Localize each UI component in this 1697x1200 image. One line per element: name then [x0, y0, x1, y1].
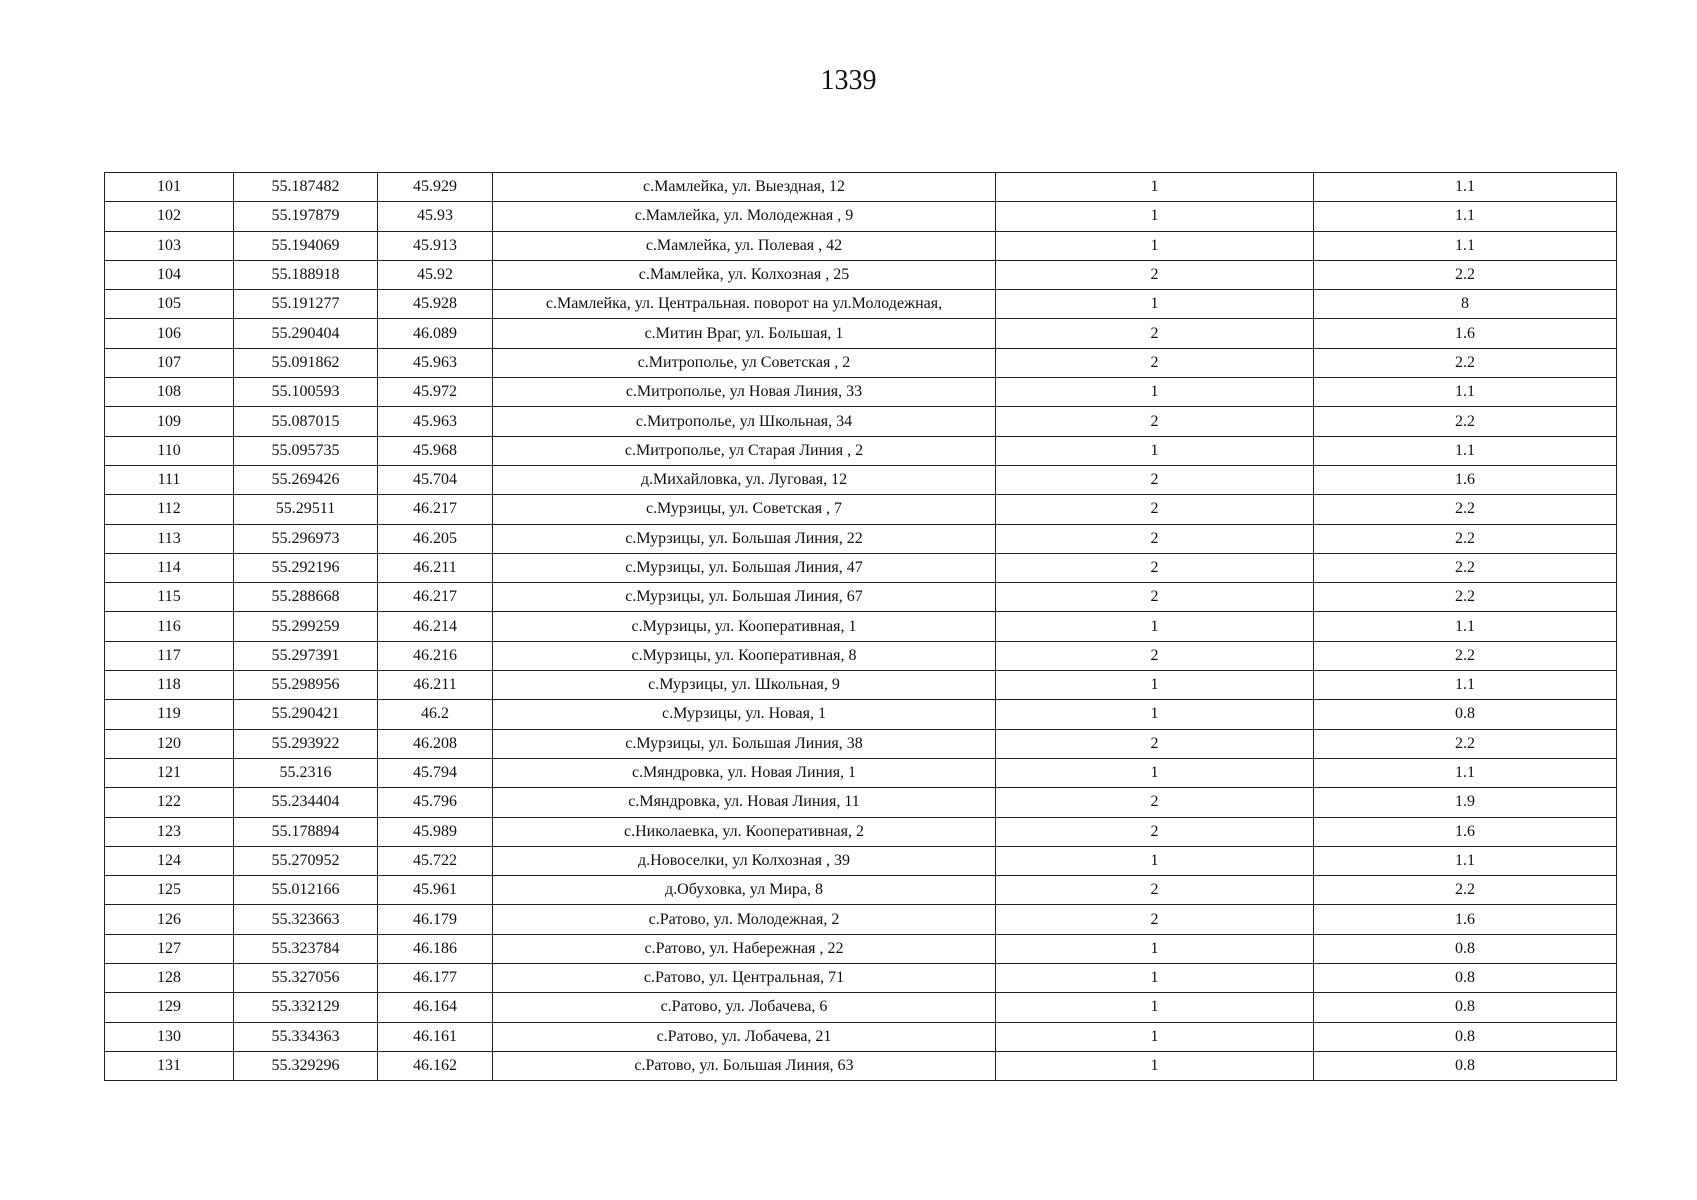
row-number-cell: 111 — [105, 465, 234, 494]
table-row — [105, 290, 1617, 319]
address-cell: с.Мамлейка, ул. Центральная. поворот на ул.Молодежная, — [493, 290, 996, 319]
longitude-cell: 46.179 — [378, 905, 493, 934]
value-cell: 1.6 — [1314, 465, 1617, 494]
longitude-cell: 45.92 — [378, 260, 493, 289]
row-number-cell: 116 — [105, 612, 234, 641]
row-number-cell: 119 — [105, 700, 234, 729]
address-cell: с.Ратово, ул. Молодежная, 2 — [493, 905, 996, 934]
count-cell: 1 — [996, 378, 1314, 407]
table-row — [105, 553, 1617, 582]
value-cell: 0.8 — [1314, 993, 1617, 1022]
address-cell: д.Новоселки, ул Колхозная , 39 — [493, 846, 996, 875]
row-number-cell: 130 — [105, 1022, 234, 1051]
count-cell: 2 — [996, 729, 1314, 758]
value-cell: 2.2 — [1314, 495, 1617, 524]
count-cell: 1 — [996, 1051, 1314, 1080]
latitude-cell: 55.323784 — [234, 934, 378, 963]
count-cell: 1 — [996, 436, 1314, 465]
count-cell: 2 — [996, 905, 1314, 934]
latitude-cell: 55.178894 — [234, 817, 378, 846]
row-number-cell: 112 — [105, 495, 234, 524]
longitude-cell: 46.217 — [378, 495, 493, 524]
address-cell: с.Мурзицы, ул. Кооперативная, 8 — [493, 641, 996, 670]
longitude-cell: 45.913 — [378, 231, 493, 260]
latitude-cell: 55.29511 — [234, 495, 378, 524]
longitude-cell: 45.794 — [378, 758, 493, 787]
value-cell: 2.2 — [1314, 876, 1617, 905]
longitude-cell: 45.93 — [378, 202, 493, 231]
count-cell: 2 — [996, 260, 1314, 289]
longitude-cell: 45.963 — [378, 407, 493, 436]
longitude-cell: 46.186 — [378, 934, 493, 963]
value-cell: 0.8 — [1314, 934, 1617, 963]
value-cell: 2.2 — [1314, 553, 1617, 582]
count-cell: 1 — [996, 964, 1314, 993]
longitude-cell: 46.205 — [378, 524, 493, 553]
table-row — [105, 1051, 1617, 1080]
row-number-cell: 113 — [105, 524, 234, 553]
row-number-cell: 131 — [105, 1051, 234, 1080]
latitude-cell: 55.332129 — [234, 993, 378, 1022]
value-cell: 0.8 — [1314, 964, 1617, 993]
count-cell: 2 — [996, 524, 1314, 553]
longitude-cell: 45.972 — [378, 378, 493, 407]
page-number: 1339 — [820, 65, 877, 96]
value-cell: 1.6 — [1314, 319, 1617, 348]
row-number-cell: 115 — [105, 583, 234, 612]
value-cell: 2.2 — [1314, 524, 1617, 553]
count-cell: 2 — [996, 319, 1314, 348]
latitude-cell: 55.269426 — [234, 465, 378, 494]
row-number-cell: 101 — [105, 173, 234, 202]
latitude-cell: 55.087015 — [234, 407, 378, 436]
longitude-cell: 46.2 — [378, 700, 493, 729]
table-row — [105, 407, 1617, 436]
table-row — [105, 202, 1617, 231]
row-number-cell: 108 — [105, 378, 234, 407]
latitude-cell: 55.270952 — [234, 846, 378, 875]
row-number-cell: 127 — [105, 934, 234, 963]
address-cell: с.Мамлейка, ул. Полевая , 42 — [493, 231, 996, 260]
longitude-cell: 45.928 — [378, 290, 493, 319]
count-cell: 2 — [996, 788, 1314, 817]
latitude-cell: 55.012166 — [234, 876, 378, 905]
count-cell: 2 — [996, 553, 1314, 582]
row-number-cell: 105 — [105, 290, 234, 319]
longitude-cell: 45.963 — [378, 348, 493, 377]
longitude-cell: 45.796 — [378, 788, 493, 817]
value-cell: 1.1 — [1314, 612, 1617, 641]
count-cell: 2 — [996, 495, 1314, 524]
address-cell: с.Николаевка, ул. Кооперативная, 2 — [493, 817, 996, 846]
count-cell: 1 — [996, 846, 1314, 875]
longitude-cell: 45.989 — [378, 817, 493, 846]
address-cell: с.Ратово, ул. Набережная , 22 — [493, 934, 996, 963]
row-number-cell: 107 — [105, 348, 234, 377]
row-number-cell: 104 — [105, 260, 234, 289]
longitude-cell: 46.162 — [378, 1051, 493, 1080]
count-cell: 2 — [996, 465, 1314, 494]
count-cell: 2 — [996, 641, 1314, 670]
table-row — [105, 758, 1617, 787]
count-cell: 2 — [996, 407, 1314, 436]
latitude-cell: 55.297391 — [234, 641, 378, 670]
table-row — [105, 671, 1617, 700]
table-row — [105, 465, 1617, 494]
row-number-cell: 106 — [105, 319, 234, 348]
address-cell: с.Ратово, ул. Лобачева, 6 — [493, 993, 996, 1022]
row-number-cell: 120 — [105, 729, 234, 758]
latitude-cell: 55.091862 — [234, 348, 378, 377]
value-cell: 2.2 — [1314, 583, 1617, 612]
longitude-cell: 46.214 — [378, 612, 493, 641]
longitude-cell: 46.177 — [378, 964, 493, 993]
row-number-cell: 117 — [105, 641, 234, 670]
longitude-cell: 45.961 — [378, 876, 493, 905]
latitude-cell: 55.288668 — [234, 583, 378, 612]
address-cell: с.Мяндровка, ул. Новая Линия, 11 — [493, 788, 996, 817]
address-cell: с.Мамлейка, ул. Молодежная , 9 — [493, 202, 996, 231]
value-cell: 1.1 — [1314, 173, 1617, 202]
table-row — [105, 993, 1617, 1022]
latitude-cell: 55.329296 — [234, 1051, 378, 1080]
latitude-cell: 55.194069 — [234, 231, 378, 260]
table-row — [105, 378, 1617, 407]
longitude-cell: 45.704 — [378, 465, 493, 494]
value-cell: 1.1 — [1314, 231, 1617, 260]
row-number-cell: 110 — [105, 436, 234, 465]
row-number-cell: 118 — [105, 671, 234, 700]
count-cell: 1 — [996, 1022, 1314, 1051]
table-body — [105, 173, 1617, 1081]
data-table-container — [104, 172, 1617, 1081]
longitude-cell: 46.161 — [378, 1022, 493, 1051]
value-cell: 1.1 — [1314, 671, 1617, 700]
address-cell: с.Мурзицы, ул. Советская , 7 — [493, 495, 996, 524]
row-number-cell: 123 — [105, 817, 234, 846]
latitude-cell: 55.2316 — [234, 758, 378, 787]
count-cell: 1 — [996, 173, 1314, 202]
address-cell: с.Мурзицы, ул. Большая Линия, 47 — [493, 553, 996, 582]
count-cell: 1 — [996, 612, 1314, 641]
value-cell: 1.6 — [1314, 905, 1617, 934]
count-cell: 1 — [996, 700, 1314, 729]
latitude-cell: 55.323663 — [234, 905, 378, 934]
longitude-cell: 46.164 — [378, 993, 493, 1022]
table-row — [105, 231, 1617, 260]
longitude-cell: 46.089 — [378, 319, 493, 348]
address-cell: с.Мурзицы, ул. Кооперативная, 1 — [493, 612, 996, 641]
latitude-cell: 55.292196 — [234, 553, 378, 582]
address-cell: с.Митин Враг, ул. Большая, 1 — [493, 319, 996, 348]
value-cell: 0.8 — [1314, 700, 1617, 729]
value-cell: 2.2 — [1314, 641, 1617, 670]
longitude-cell: 46.211 — [378, 553, 493, 582]
latitude-cell: 55.290421 — [234, 700, 378, 729]
table-row — [105, 641, 1617, 670]
value-cell: 2.2 — [1314, 348, 1617, 377]
longitude-cell: 45.722 — [378, 846, 493, 875]
data-table — [104, 172, 1617, 1081]
value-cell: 1.1 — [1314, 436, 1617, 465]
row-number-cell: 126 — [105, 905, 234, 934]
value-cell: 1.1 — [1314, 846, 1617, 875]
latitude-cell: 55.327056 — [234, 964, 378, 993]
address-cell: с.Ратово, ул. Большая Линия, 63 — [493, 1051, 996, 1080]
table-row — [105, 788, 1617, 817]
value-cell: 1.1 — [1314, 378, 1617, 407]
longitude-cell: 46.208 — [378, 729, 493, 758]
address-cell: с.Мурзицы, ул. Большая Линия, 22 — [493, 524, 996, 553]
row-number-cell: 103 — [105, 231, 234, 260]
count-cell: 1 — [996, 231, 1314, 260]
count-cell: 1 — [996, 758, 1314, 787]
address-cell: с.Мурзицы, ул. Большая Линия, 67 — [493, 583, 996, 612]
row-number-cell: 109 — [105, 407, 234, 436]
longitude-cell: 46.216 — [378, 641, 493, 670]
value-cell: 2.2 — [1314, 407, 1617, 436]
table-row — [105, 846, 1617, 875]
table-row — [105, 905, 1617, 934]
address-cell: с.Мяндровка, ул. Новая Линия, 1 — [493, 758, 996, 787]
count-cell: 1 — [996, 993, 1314, 1022]
table-row — [105, 436, 1617, 465]
latitude-cell: 55.191277 — [234, 290, 378, 319]
value-cell: 1.6 — [1314, 817, 1617, 846]
address-cell: с.Мурзицы, ул. Новая, 1 — [493, 700, 996, 729]
latitude-cell: 55.188918 — [234, 260, 378, 289]
table-row — [105, 934, 1617, 963]
count-cell: 1 — [996, 934, 1314, 963]
count-cell: 1 — [996, 671, 1314, 700]
table-row — [105, 876, 1617, 905]
latitude-cell: 55.334363 — [234, 1022, 378, 1051]
longitude-cell: 45.929 — [378, 173, 493, 202]
latitude-cell: 55.197879 — [234, 202, 378, 231]
address-cell: с.Мамлейка, ул. Колхозная , 25 — [493, 260, 996, 289]
table-row — [105, 612, 1617, 641]
table-row — [105, 260, 1617, 289]
longitude-cell: 45.968 — [378, 436, 493, 465]
value-cell: 1.1 — [1314, 758, 1617, 787]
table-row — [105, 319, 1617, 348]
table-row — [105, 700, 1617, 729]
row-number-cell: 102 — [105, 202, 234, 231]
address-cell: с.Митрополье, ул Советская , 2 — [493, 348, 996, 377]
latitude-cell: 55.100593 — [234, 378, 378, 407]
row-number-cell: 124 — [105, 846, 234, 875]
longitude-cell: 46.217 — [378, 583, 493, 612]
address-cell: с.Мамлейка, ул. Выездная, 12 — [493, 173, 996, 202]
address-cell: с.Мурзицы, ул. Школьная, 9 — [493, 671, 996, 700]
latitude-cell: 55.296973 — [234, 524, 378, 553]
address-cell: с.Мурзицы, ул. Большая Линия, 38 — [493, 729, 996, 758]
count-cell: 2 — [996, 817, 1314, 846]
count-cell: 2 — [996, 876, 1314, 905]
row-number-cell: 121 — [105, 758, 234, 787]
latitude-cell: 55.299259 — [234, 612, 378, 641]
value-cell: 1.1 — [1314, 202, 1617, 231]
address-cell: с.Ратово, ул. Лобачева, 21 — [493, 1022, 996, 1051]
address-cell: с.Митрополье, ул Старая Линия , 2 — [493, 436, 996, 465]
table-row — [105, 173, 1617, 202]
address-cell: д.Михайловка, ул. Луговая, 12 — [493, 465, 996, 494]
value-cell: 8 — [1314, 290, 1617, 319]
table-row — [105, 729, 1617, 758]
address-cell: с.Митрополье, ул Школьная, 34 — [493, 407, 996, 436]
latitude-cell: 55.234404 — [234, 788, 378, 817]
count-cell: 2 — [996, 583, 1314, 612]
value-cell: 1.9 — [1314, 788, 1617, 817]
row-number-cell: 129 — [105, 993, 234, 1022]
table-row — [105, 495, 1617, 524]
table-row — [105, 524, 1617, 553]
row-number-cell: 125 — [105, 876, 234, 905]
latitude-cell: 55.095735 — [234, 436, 378, 465]
table-row — [105, 817, 1617, 846]
row-number-cell: 128 — [105, 964, 234, 993]
address-cell: с.Митрополье, ул Новая Линия, 33 — [493, 378, 996, 407]
value-cell: 0.8 — [1314, 1051, 1617, 1080]
address-cell: с.Ратово, ул. Центральная, 71 — [493, 964, 996, 993]
table-row — [105, 583, 1617, 612]
count-cell: 2 — [996, 348, 1314, 377]
table-row — [105, 348, 1617, 377]
latitude-cell: 55.290404 — [234, 319, 378, 348]
table-row — [105, 1022, 1617, 1051]
row-number-cell: 114 — [105, 553, 234, 582]
latitude-cell: 55.293922 — [234, 729, 378, 758]
address-cell: д.Обуховка, ул Мира, 8 — [493, 876, 996, 905]
value-cell: 0.8 — [1314, 1022, 1617, 1051]
longitude-cell: 46.211 — [378, 671, 493, 700]
row-number-cell: 122 — [105, 788, 234, 817]
value-cell: 2.2 — [1314, 729, 1617, 758]
latitude-cell: 55.187482 — [234, 173, 378, 202]
count-cell: 1 — [996, 290, 1314, 319]
value-cell: 2.2 — [1314, 260, 1617, 289]
table-row — [105, 964, 1617, 993]
count-cell: 1 — [996, 202, 1314, 231]
latitude-cell: 55.298956 — [234, 671, 378, 700]
